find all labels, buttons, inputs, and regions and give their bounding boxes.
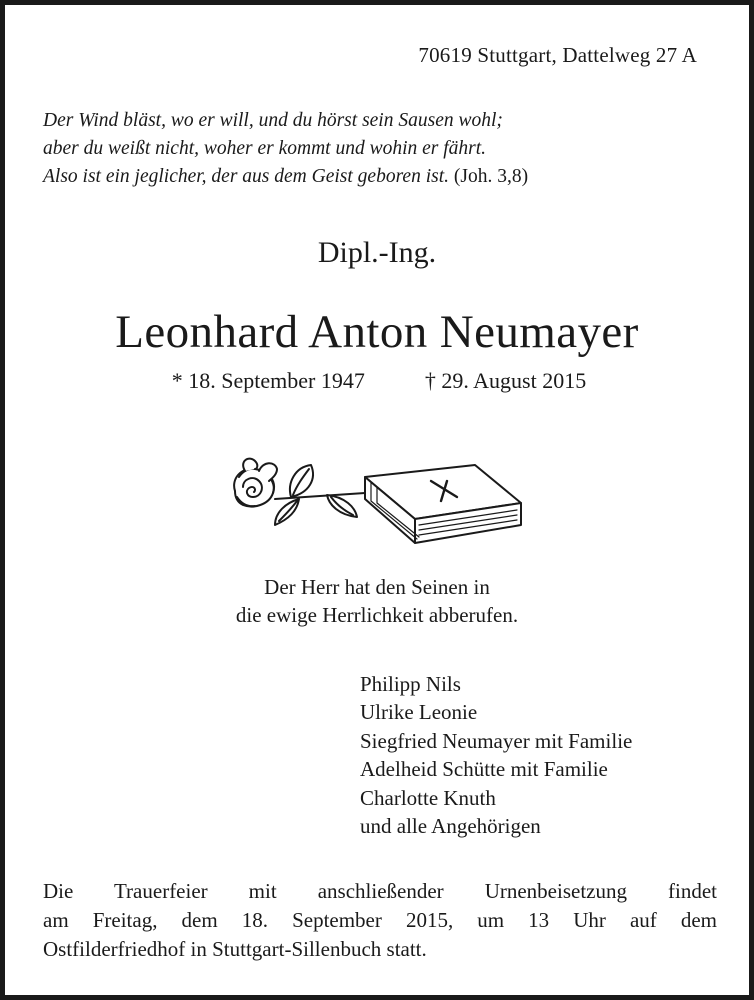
verse-line-text: Also ist ein jeglicher, der aus dem Geist geboren ist.	[43, 166, 450, 187]
verse-reference: (Joh. 3,8)	[453, 166, 529, 187]
birth-date: * 18. September 1947	[171, 368, 365, 393]
deceased-name: Leonhard Anton Neumayer	[115, 306, 639, 358]
verse-line	[43, 163, 717, 191]
verse-line: Der Wind bläst, wo er will, und du hörst sein Sausen wohl;	[43, 110, 503, 131]
bible-verse	[43, 107, 717, 191]
mourner-item: Philipp Nils	[360, 672, 461, 696]
mourner-item: Siegfried Neumayer mit Familie	[360, 728, 633, 753]
notice-line: Die Trauerfeier mit anschließender Urnenbeisetzung findet	[43, 879, 717, 903]
death-date: † 29. August 2015	[424, 368, 587, 393]
life-dates	[5, 368, 749, 394]
rose-icon	[234, 459, 365, 525]
mourner-item: Adelheid Schütte mit Familie	[360, 757, 608, 782]
mourner-item: Ulrike Leonie	[360, 700, 478, 725]
academic-title: Dipl.-Ing.	[317, 236, 437, 269]
mourner-item: Charlotte Knuth	[360, 785, 496, 810]
address: 70619 Stuttgart, Dattelweg 27 A	[418, 43, 697, 67]
notice-line: am Freitag, dem 18. September 2015, um 13 Uhr auf dem	[43, 908, 717, 932]
memorial-quote	[5, 573, 749, 629]
notice-line: Ostfilderfriedhof in Stuttgart-Sillenbuch statt.	[43, 937, 427, 961]
quote-line: Der Herr hat den Seinen in	[264, 575, 490, 599]
mourners-list	[360, 670, 632, 840]
bible-icon	[365, 465, 521, 543]
verse-line: aber du weißt nicht, woher er kommt und wohin er fährt.	[43, 138, 487, 159]
quote-line: die ewige Herrlichkeit abberufen.	[235, 603, 519, 627]
funeral-notice	[43, 877, 717, 964]
mourner-item: und alle Angehörigen	[360, 814, 541, 839]
rose-and-bible-emblem	[225, 453, 545, 553]
